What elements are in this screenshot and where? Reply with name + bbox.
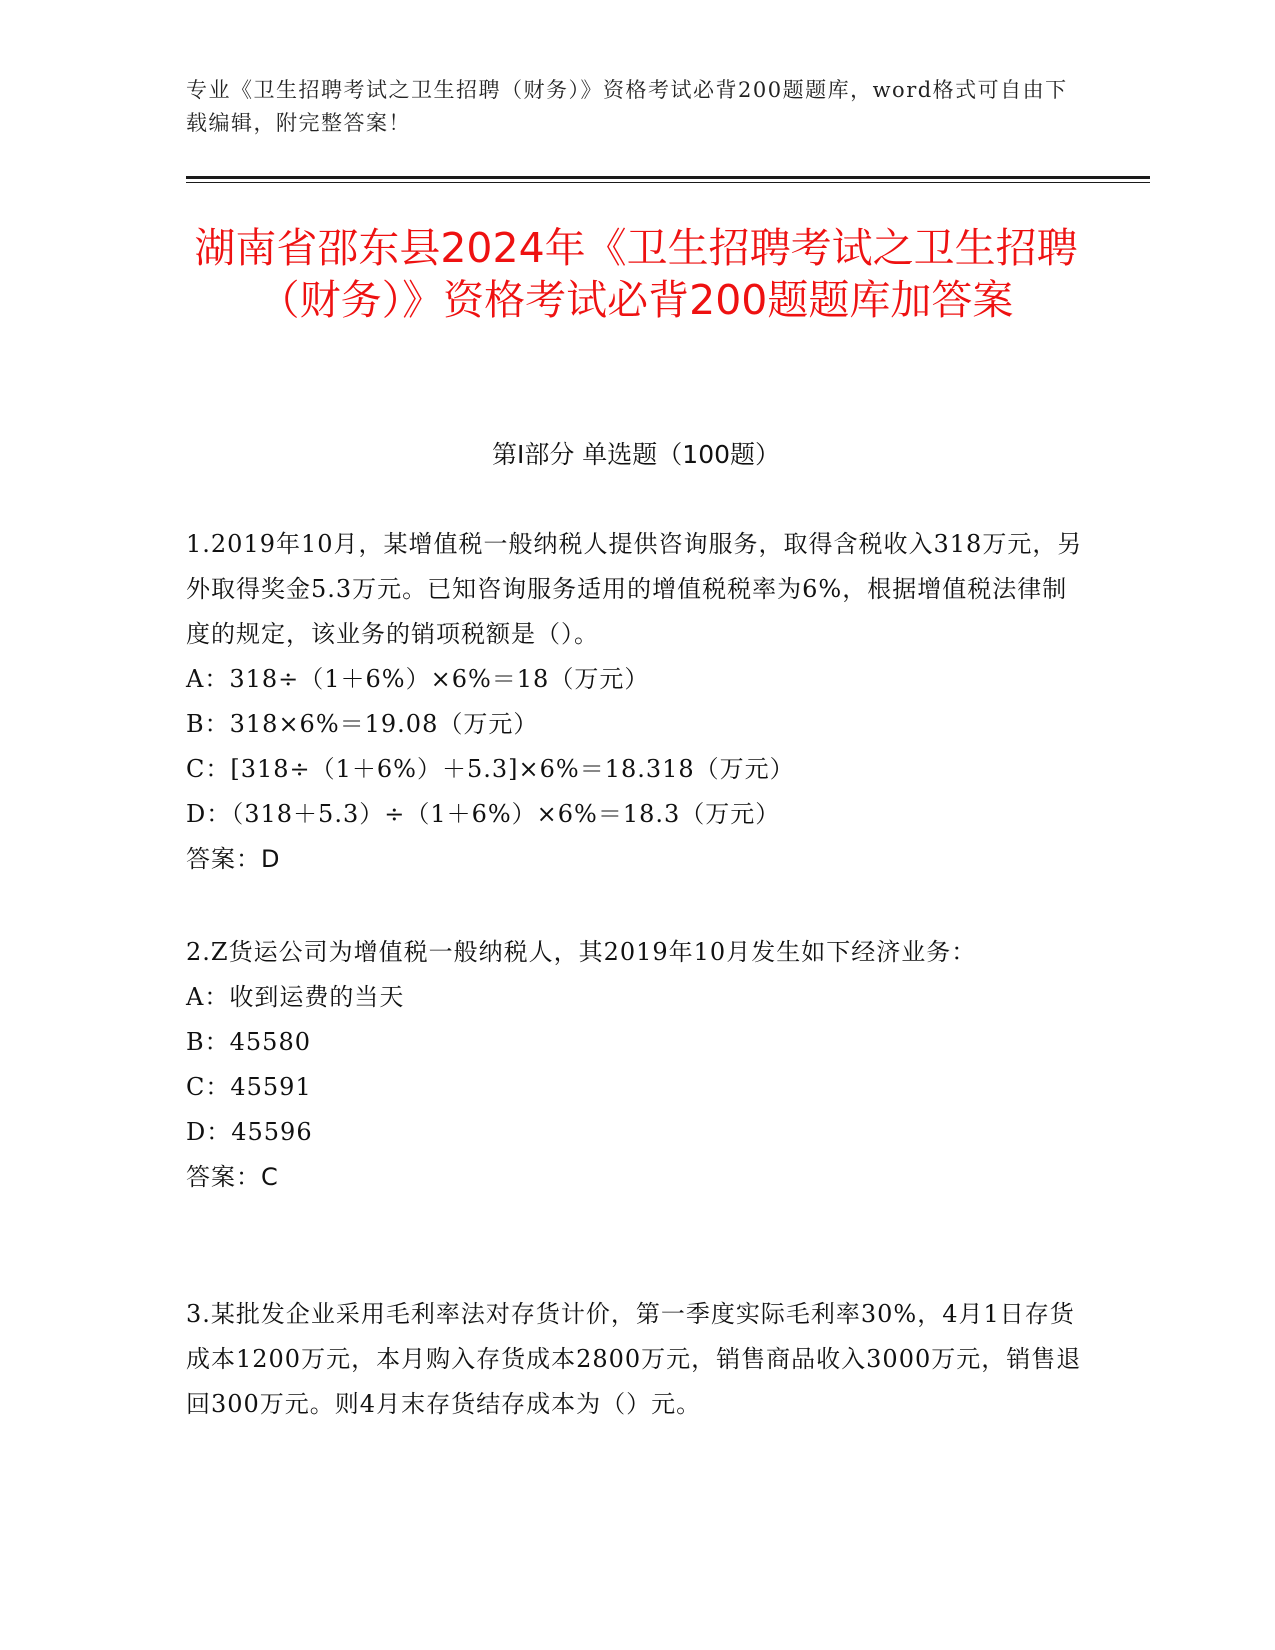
- option-a: A：收到运费的当天: [186, 983, 405, 1011]
- question-2: [186, 930, 1086, 1200]
- option-a: A：318÷（1＋6%）×6%＝18（万元）: [186, 665, 650, 693]
- option-b: B：45580: [186, 1028, 311, 1056]
- question-stem: 1.2019年10月，某增值税一般纳税人提供咨询服务，取得含税收入318万元，另外取得奖金5.3万元。已知咨询服务适用的增值税税率为6%，根据增值税法律制度的规定，该业务的销项税额是（）。: [186, 530, 1083, 648]
- question-1: [186, 522, 1086, 882]
- question-3: [186, 1292, 1086, 1427]
- option-c: C：[318÷（1＋6%）＋5.3]×6%＝18.318（万元）: [186, 755, 795, 783]
- option-b: B：318×6%＝19.08（万元）: [186, 710, 539, 738]
- question-stem: 2.Z货运公司为增值税一般纳税人，其2019年10月发生如下经济业务：: [186, 938, 977, 966]
- document-title: 湖南省邵东县2024年《卫生招聘考试之卫生招聘（财务）》资格考试必背200题题库加答案: [194, 224, 1078, 324]
- option-c: C：45591: [186, 1073, 312, 1101]
- option-d: D：（318＋5.3）÷（1＋6%）×6%＝18.3（万元）: [186, 800, 781, 828]
- option-d: D：45596: [186, 1118, 313, 1146]
- question-stem: 3.某批发企业采用毛利率法对存货计价，第一季度实际毛利率30%，4月1日存货成本1200万元，本月购入存货成本2800万元，销售商品收入3000万元，销售退回300万元。则4月末存货结存成本为（）元。: [186, 1300, 1082, 1418]
- header-note: 专业《卫生招聘考试之卫生招聘（财务）》资格考试必背200题题库，word格式可自由下载编辑，附完整答案！: [186, 78, 1068, 135]
- section-heading: 第Ⅰ部分 单选题（100题）: [491, 440, 781, 469]
- answer-label: 答案：C: [186, 1163, 279, 1191]
- header-divider-thick: [186, 176, 1150, 179]
- header-divider-thin: [186, 182, 1150, 183]
- answer-label: 答案：D: [186, 845, 281, 873]
